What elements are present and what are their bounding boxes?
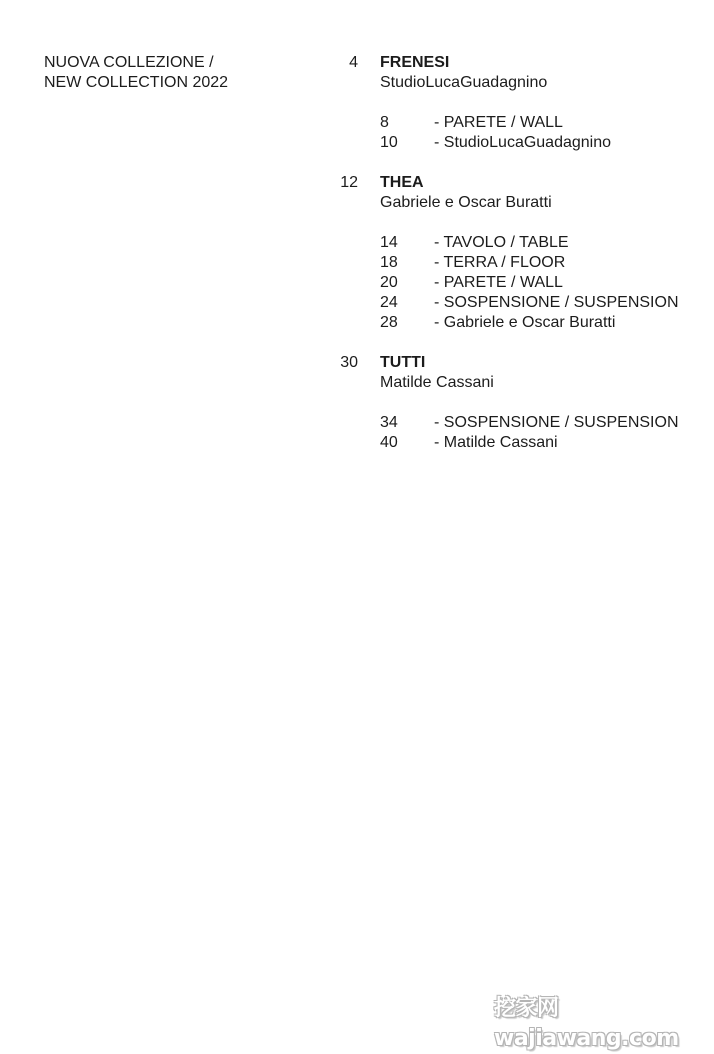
entry-page-number: 24 <box>380 294 398 311</box>
entry-page-number: 8 <box>380 114 389 131</box>
toc-entry[interactable] <box>380 433 700 453</box>
section-page-number[interactable]: 4 <box>349 54 358 71</box>
watermark: 挖家网 wajiawang.com <box>494 996 679 1051</box>
toc-entry[interactable] <box>380 113 700 133</box>
collection-title-line-1: NUOVA COLLEZIONE / <box>44 54 214 71</box>
entry-page-number: 18 <box>380 254 398 271</box>
entry-label: - TAVOLO / TABLE <box>434 234 569 251</box>
section-entries <box>380 113 700 153</box>
entry-label: - StudioLucaGuadagnino <box>434 134 612 151</box>
entry-page-number: 14 <box>380 234 398 251</box>
section-name[interactable]: THEA <box>380 174 424 191</box>
toc-section-frenesi <box>320 53 700 153</box>
section-entries <box>380 413 700 453</box>
toc-section-thea <box>320 173 700 333</box>
section-text <box>380 173 552 213</box>
entry-label: - PARETE / WALL <box>434 274 563 291</box>
toc-entry[interactable] <box>380 253 700 273</box>
toc-entry[interactable] <box>380 273 700 293</box>
entry-label: - SOSPENSIONE / SUSPENSION <box>434 414 679 431</box>
collection-title-line-2: NEW COLLECTION 2022 <box>44 74 229 91</box>
section-designer: StudioLucaGuadagnino <box>380 74 548 91</box>
toc-entry[interactable] <box>380 233 700 253</box>
toc-entry[interactable] <box>380 413 700 433</box>
section-designer: Gabriele e Oscar Buratti <box>380 194 552 211</box>
entry-page-number: 28 <box>380 314 398 331</box>
entry-label: - PARETE / WALL <box>434 114 563 131</box>
toc-entry[interactable] <box>380 313 700 333</box>
entry-page-number: 34 <box>380 414 398 431</box>
section-page-number[interactable]: 12 <box>340 174 358 191</box>
entry-page-number: 10 <box>380 134 398 151</box>
section-text <box>380 53 547 93</box>
toc-entry[interactable] <box>380 293 700 313</box>
entry-label: - TERRA / FLOOR <box>434 254 566 271</box>
entry-label: - SOSPENSIONE / SUSPENSION <box>434 294 679 311</box>
table-of-contents <box>320 53 700 473</box>
entry-page-number: 20 <box>380 274 398 291</box>
section-page-number[interactable]: 30 <box>340 354 358 371</box>
section-header <box>320 353 700 393</box>
section-entries <box>380 233 700 333</box>
section-header <box>320 173 700 213</box>
section-name[interactable]: TUTTI <box>380 354 426 371</box>
section-text <box>380 353 494 393</box>
section-designer: Matilde Cassani <box>380 374 494 391</box>
entry-label: - Gabriele e Oscar Buratti <box>434 314 616 331</box>
toc-entry[interactable] <box>380 133 700 153</box>
entry-label: - Matilde Cassani <box>434 434 558 451</box>
collection-title <box>44 53 228 93</box>
entry-page-number: 40 <box>380 434 398 451</box>
toc-section-tutti <box>320 353 700 453</box>
section-name[interactable]: FRENESI <box>380 54 450 71</box>
section-header <box>320 53 700 93</box>
